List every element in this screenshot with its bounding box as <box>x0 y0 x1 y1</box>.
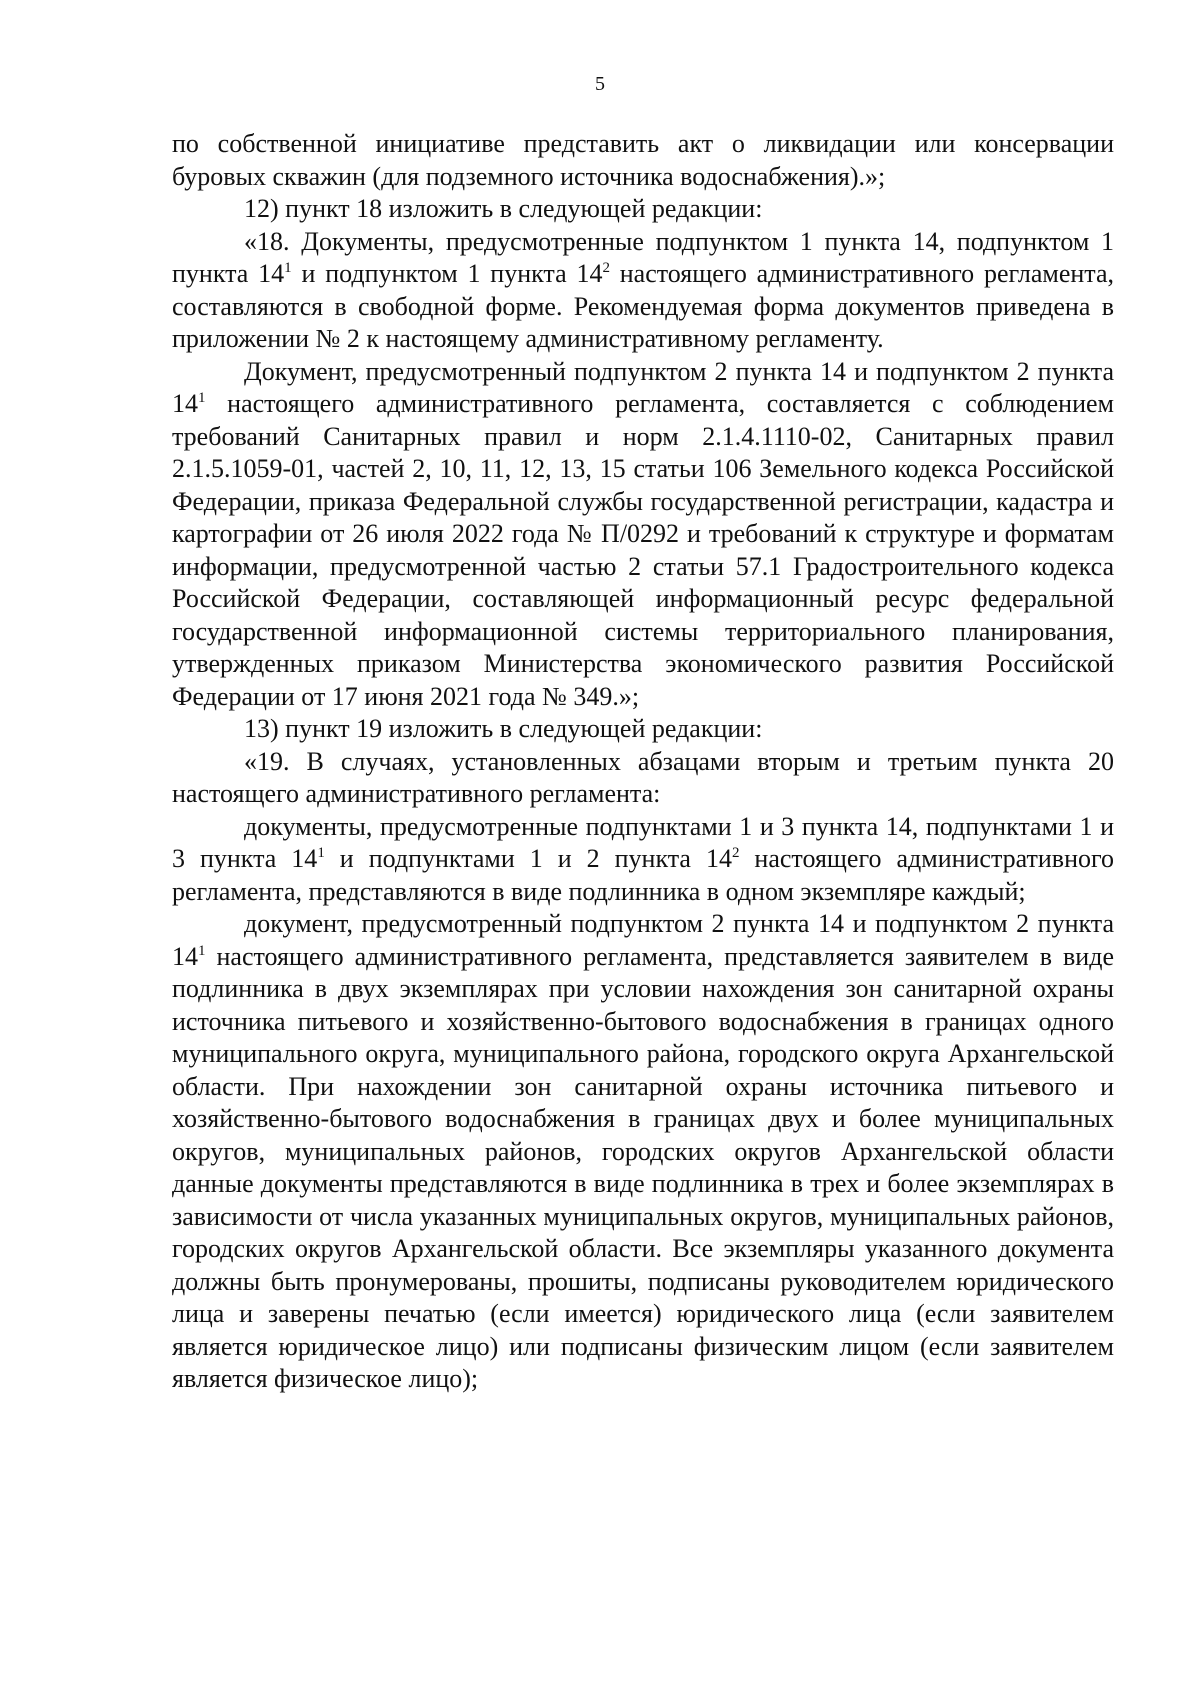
text-run: настоящего административного регламента, составляются в свободной форме. Рекомендуемая форма документов приведена в приложении № 2 к настоящему административному регламенту. <box>172 259 1114 353</box>
paragraph-item-12: 12) пункт 18 изложить в следующей редакции: <box>244 194 763 223</box>
superscript: 1 <box>317 845 325 861</box>
superscript: 1 <box>198 942 206 959</box>
superscript: 1 <box>284 260 292 276</box>
superscript: 2 <box>731 845 740 861</box>
superscript: 1 <box>198 390 206 406</box>
page-number: 5 <box>595 73 605 95</box>
text-run: и подпунктом 1 пункта 14 <box>291 259 603 288</box>
text-run: и подпунктами 1 и 2 пункта 14 <box>324 844 732 873</box>
paragraph-continuation: по собственной инициативе представить акт о ликвидации или консервации буровых скважин (для подземного источника водоснабжения).»; <box>172 129 1114 191</box>
text-run: документ, предусмотренный подпунктом 2 пункта 14 и подпунктом 2 пункта 14 <box>172 909 1114 971</box>
superscript: 2 <box>602 260 610 276</box>
text-run: «18. Документы, предусмотренные подпунктом 1 пункта 14, подпунктом 1 пункта 14 <box>172 226 1114 288</box>
text-run: документы, предусмотренные подпунктами 1 и 3 пункта 14, подпунктами 1 и 3 пункта 14 <box>172 811 1114 873</box>
paragraph-point-18 <box>172 226 1114 356</box>
document-body <box>172 128 1114 1396</box>
paragraph-item-13: 13) пункт 19 изложить в следующей редакции: <box>244 714 763 743</box>
text-run: настоящего административного регламента, представляется заявителем в виде подлинника в двух экземплярах при условии нахождения зон санитарной охраны источника питьевого и хозяйственно-бытового водоснабжения в границах одного муниципального округа, муниципального района, городского округа Архангельской области. При нахождении зон санитарной охраны источника питьевого и хозяйственно-бытового водоснабжения в границах двух и более муниципальных округов, муниципальных районов, городских округов Архангельской области данные документы представляются в виде подлинника в трех и более экземплярах в зависимости от числа указанных муниципальных округов, муниципальных районов, городских округов Архангельской области. Все экземпляры указанного документа должны быть пронумерованы, прошиты, подписаны руководителем юридического лица и заверены печатью (если имеется) юридического лица (если заявителем является юридическое лицо) или подписаны физическим лицом (если заявителем является физическое лицо); <box>172 941 1114 1393</box>
paragraph-documents-one-copy <box>172 811 1114 909</box>
text-run: Документ, предусмотренный подпунктом 2 пункта 14 и подпунктом 2 пункта 14 <box>172 356 1114 418</box>
paragraph-document-requirements <box>172 356 1114 714</box>
paragraph-document-copies <box>172 908 1114 1396</box>
text-run: настоящего административного регламента, составляется с соблюдением требований Санитарных правил и норм 2.1.4.1110-02, Санитарных правил 2.1.5.1059-01, частей 2, 10, 11, 12, 13, 15 статьи 106 Земельного кодекса Российской Федерации, приказа Федеральной службы государственной регистрации, кадастра и картографии от 26 июля 2022 года № П/0292 и требований к структуре и форматам информации, предусмотренной частью 2 статьи 57.1 Градостроительного кодекса Российской Федерации, составляющей информационный ресурс федеральной государственной информационной системы территориального планирования, утвержденных приказом Министерства экономического развития Российской Федерации от 17 июня 2021 года № 349.»; <box>172 389 1114 711</box>
text-run: настоящего административного регламента, представляются в виде подлинника в одном экземпляре каждый; <box>172 844 1115 906</box>
paragraph-point-19: «19. В случаях, установленных абзацами вторым и третьим пункта 20 настоящего административного регламента: <box>172 746 1114 808</box>
